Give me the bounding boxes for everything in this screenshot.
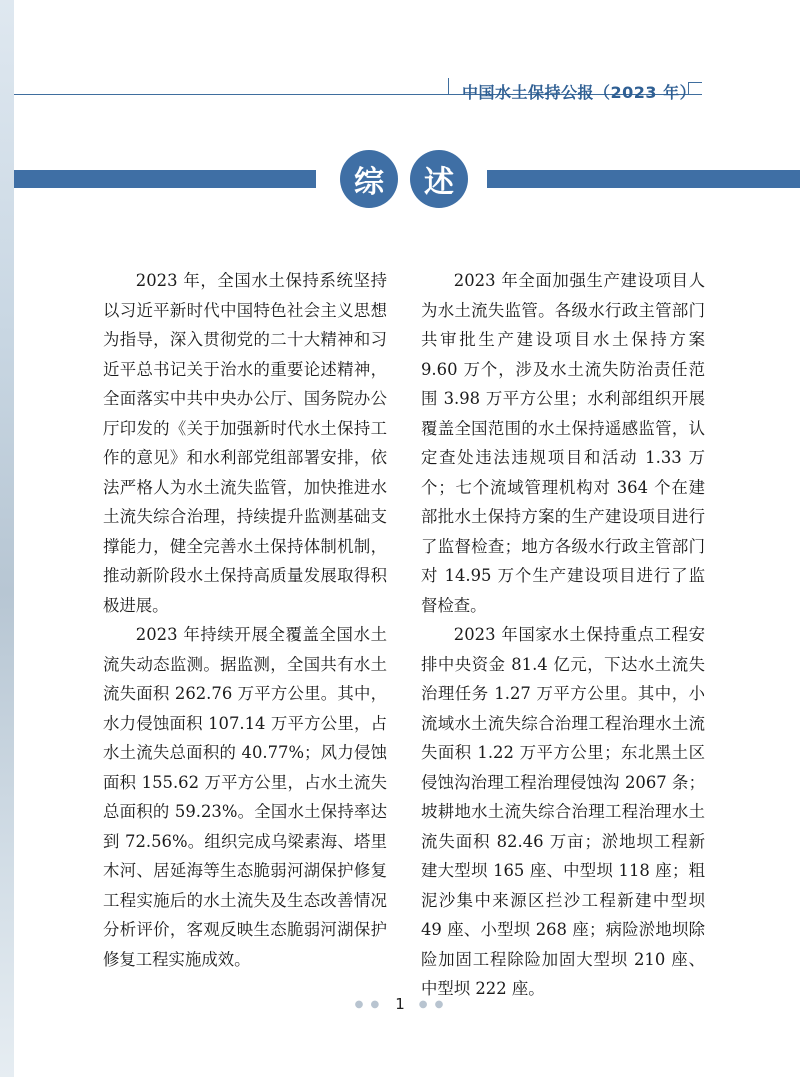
footer-dots-right: ● ●	[418, 998, 446, 1010]
decorative-side-strip	[0, 0, 14, 1077]
paragraph: 2023 年全面加强生产建设项目人为水土流失监管。各级水行政主管部门共审批生产建设项目水土保持方案 9.60 万个，涉及水土流失防治责任范围 3.98 万平方公里；水利部组织开展覆盖全国范围的水土保持遥感监管，认定查处违法违规项目和活动 1.33 万个；七个流域管理机构对 364 个在建部批水土保持方案的生产建设项目进行了监督检查；地方各级水行政主管部门对 14.95 万个生产建设项目进行了监督检查。	[421, 271, 705, 615]
left-column	[103, 266, 387, 974]
right-column	[421, 266, 705, 1004]
report-title: 中国水土保持公报（2023 年）	[462, 83, 697, 102]
paragraph: 2023 年国家水土保持重点工程安排中央资金 81.4 亿元，下达水土流失治理任务 1.27 万平方公里。其中，小流域水土流失综合治理工程治理水土流失面积 1.22 万平方公里；东北黑土区侵蚀沟治理工程治理侵蚀沟 2067 条；坡耕地水土流失综合治理工程治理水土流失面积 82.46 万亩；淤地坝工程新建大型坝 165 座、中型坝 118 座；粗泥沙集中来源区拦沙工程新建中型坝 49 座、小型坝 268 座；病险淤地坝除险加固工程除险加固大型坝 210 座、中型坝 222 座。	[421, 625, 705, 998]
section-bar-left	[14, 170, 316, 188]
page-footer	[0, 992, 800, 1016]
section-heading-char-2: 述	[410, 150, 468, 208]
page-number: 1	[395, 995, 405, 1013]
section-heading-char-1: 综	[340, 150, 398, 208]
header-rule-tick	[448, 78, 449, 95]
paragraph: 2023 年，全国水土保持系统坚持以习近平新时代中国特色社会主义思想为指导，深入贯彻党的二十大精神和习近平总书记关于治水的重要论述精神，全面落实中共中央办公厅、国务院办公厅印发的《关于加强新时代水土保持工作的意见》和水利部党组部署安排，依法严格人为水土流失监管，加快推进水土流失综合治理，持续提升监测基础支撑能力，健全完善水土保持体制机制，推动新阶段水土保持高质量发展取得积极进展。	[103, 271, 387, 615]
footer-dots-left: ● ●	[354, 998, 382, 1010]
paragraph: 2023 年持续开展全覆盖全国水土流失动态监测。据监测，全国共有水土流失面积 262.76 万平方公里。其中，水力侵蚀面积 107.14 万平方公里，占水土流失总面积的 40.77%；风力侵蚀面积 155.62 万平方公里，占水土流失总面积的 59.23%。全国水土保持率达到 72.56%。组织完成乌梁素海、塔里木河、居延海等生态脆弱河湖保护修复工程实施后的水土流失及生态改善情况分析评价，客观反映生态脆弱河湖保护修复工程实施成效。	[103, 625, 387, 969]
section-bar-right	[487, 170, 800, 188]
